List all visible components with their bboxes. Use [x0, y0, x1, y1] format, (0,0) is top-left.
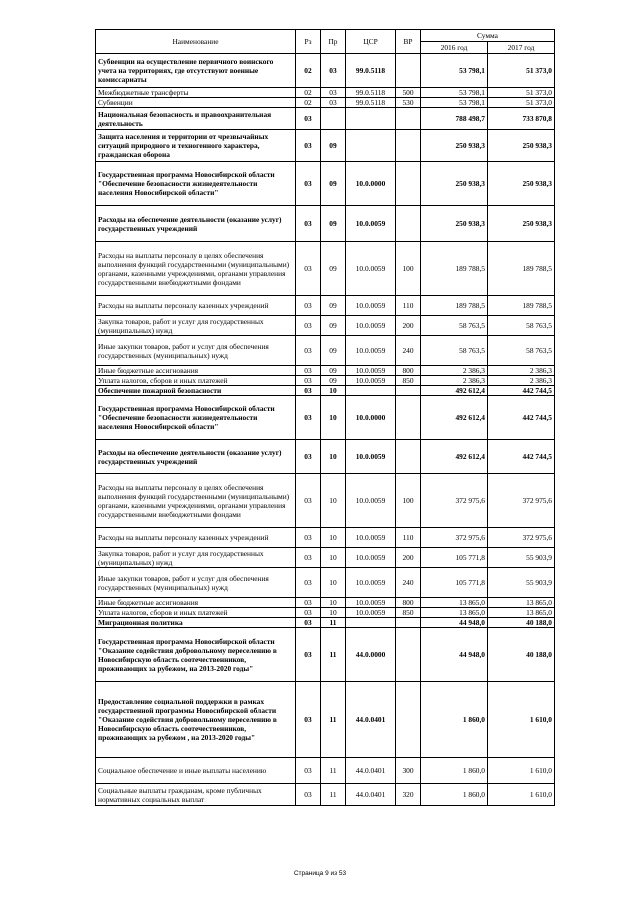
- row-rz: 03: [296, 206, 321, 242]
- budget-table: [95, 29, 555, 806]
- row-name: Расходы на выплаты персоналу в целях обеспечения выполнения функций государственными (муниципальными) органами, казенными учреждениями, органами управления государственными внебюджетными фондами: [96, 474, 296, 528]
- table-row: [96, 316, 555, 336]
- row-sum-2016: 58 763,5: [421, 316, 488, 336]
- header-csr: ЦСР: [346, 30, 396, 54]
- row-rz: 03: [296, 296, 321, 316]
- row-csr: 10.0.0059: [346, 336, 396, 366]
- table-row: [96, 54, 555, 88]
- header-rz: Рз: [296, 30, 321, 54]
- row-sum-2017: 51 373,0: [488, 88, 555, 98]
- table-row: [96, 242, 555, 296]
- row-sum-2017: 189 788,5: [488, 296, 555, 316]
- row-rz: 03: [296, 316, 321, 336]
- row-vr: 320: [396, 784, 421, 806]
- row-sum-2017: 2 386,3: [488, 366, 555, 376]
- row-pr: [321, 108, 346, 130]
- row-sum-2017: 189 788,5: [488, 242, 555, 296]
- row-csr: [346, 618, 396, 628]
- row-vr: 240: [396, 336, 421, 366]
- row-rz: 03: [296, 386, 321, 396]
- row-name: Национальная безопасность и правоохранительная деятельность: [96, 108, 296, 130]
- row-rz: 03: [296, 242, 321, 296]
- row-pr: 11: [321, 758, 346, 784]
- row-sum-2017: 55 903,9: [488, 568, 555, 598]
- row-vr: 110: [396, 528, 421, 548]
- row-pr: 03: [321, 54, 346, 88]
- row-csr: 44.0.0401: [346, 758, 396, 784]
- table-row: [96, 108, 555, 130]
- row-sum-2016: 44 948,0: [421, 618, 488, 628]
- row-sum-2016: 105 771,8: [421, 568, 488, 598]
- row-vr: 800: [396, 598, 421, 608]
- row-rz: 03: [296, 568, 321, 598]
- row-vr: 530: [396, 98, 421, 108]
- row-rz: 03: [296, 628, 321, 682]
- row-name: Расходы на выплаты персоналу казенных учреждений: [96, 528, 296, 548]
- row-pr: 03: [321, 88, 346, 98]
- row-rz: 03: [296, 474, 321, 528]
- row-vr: [396, 206, 421, 242]
- row-sum-2016: 2 386,3: [421, 366, 488, 376]
- row-csr: 10.0.0059: [346, 608, 396, 618]
- row-sum-2016: 105 771,8: [421, 548, 488, 568]
- table-row: [96, 758, 555, 784]
- row-pr: 11: [321, 618, 346, 628]
- row-csr: [346, 108, 396, 130]
- row-sum-2016: 492 612,4: [421, 396, 488, 440]
- row-vr: 200: [396, 548, 421, 568]
- row-csr: 10.0.0059: [346, 206, 396, 242]
- row-sum-2017: 40 188,0: [488, 628, 555, 682]
- row-sum-2016: 53 798,1: [421, 98, 488, 108]
- row-pr: 09: [321, 316, 346, 336]
- row-vr: [396, 440, 421, 474]
- row-rz: 03: [296, 682, 321, 758]
- row-name: Иные бюджетные ассигнования: [96, 366, 296, 376]
- row-pr: 10: [321, 396, 346, 440]
- table-row: [96, 618, 555, 628]
- row-name: Социальные выплаты гражданам, кроме публичных нормативных социальных выплат: [96, 784, 296, 806]
- row-name: Иные бюджетные ассигнования: [96, 598, 296, 608]
- row-vr: [396, 54, 421, 88]
- row-vr: 500: [396, 88, 421, 98]
- row-pr: 09: [321, 206, 346, 242]
- row-rz: 03: [296, 376, 321, 386]
- row-pr: 11: [321, 628, 346, 682]
- table-row: [96, 336, 555, 366]
- row-sum-2016: 58 763,5: [421, 336, 488, 366]
- row-name: Иные закупки товаров, работ и услуг для обеспечения государственных (муниципальных) нужд: [96, 568, 296, 598]
- header-name: Наименование: [96, 30, 296, 54]
- row-sum-2016: 372 975,6: [421, 474, 488, 528]
- row-rz: 02: [296, 98, 321, 108]
- table-row: [96, 784, 555, 806]
- row-name: Уплата налогов, сборов и иных платежей: [96, 608, 296, 618]
- row-sum-2016: 1 860,0: [421, 682, 488, 758]
- table-row: [96, 296, 555, 316]
- row-pr: 09: [321, 376, 346, 386]
- row-csr: 10.0.0000: [346, 162, 396, 206]
- row-csr: 44.0.0401: [346, 682, 396, 758]
- row-vr: 300: [396, 758, 421, 784]
- row-sum-2016: 250 938,3: [421, 130, 488, 162]
- row-vr: [396, 396, 421, 440]
- row-sum-2017: 250 938,3: [488, 162, 555, 206]
- row-sum-2016: 189 788,5: [421, 296, 488, 316]
- row-csr: 44.0.0401: [346, 784, 396, 806]
- row-rz: 03: [296, 618, 321, 628]
- row-pr: 10: [321, 528, 346, 548]
- row-rz: 03: [296, 396, 321, 440]
- row-csr: 10.0.0000: [346, 396, 396, 440]
- header-vr: ВР: [396, 30, 421, 54]
- row-name: Расходы на обеспечение деятельности (оказание услуг) государственных учреждений: [96, 440, 296, 474]
- table-row: [96, 474, 555, 528]
- row-vr: [396, 682, 421, 758]
- row-sum-2017: 442 744,5: [488, 440, 555, 474]
- row-pr: 09: [321, 130, 346, 162]
- row-sum-2017: 1 610,0: [488, 784, 555, 806]
- row-vr: 240: [396, 568, 421, 598]
- row-sum-2017: 58 763,5: [488, 316, 555, 336]
- row-pr: 10: [321, 548, 346, 568]
- row-pr: 09: [321, 296, 346, 316]
- row-sum-2017: 51 373,0: [488, 98, 555, 108]
- row-csr: 10.0.0059: [346, 528, 396, 548]
- row-sum-2016: 189 788,5: [421, 242, 488, 296]
- row-rz: 02: [296, 88, 321, 98]
- row-sum-2016: 2 386,3: [421, 376, 488, 386]
- row-vr: 850: [396, 376, 421, 386]
- row-name: Уплата налогов, сборов и иных платежей: [96, 376, 296, 386]
- row-rz: 03: [296, 108, 321, 130]
- table-row: [96, 206, 555, 242]
- row-pr: 11: [321, 682, 346, 758]
- row-rz: 03: [296, 528, 321, 548]
- row-sum-2016: 44 948,0: [421, 628, 488, 682]
- row-name: Защита населения и территории от чрезвычайных ситуаций природного и техногенного характера, гражданская оборона: [96, 130, 296, 162]
- row-rz: 03: [296, 336, 321, 366]
- row-vr: [396, 618, 421, 628]
- row-vr: [396, 386, 421, 396]
- header-pr: Пр: [321, 30, 346, 54]
- row-name: Расходы на выплаты персоналу казенных учреждений: [96, 296, 296, 316]
- row-name: Закупка товаров, работ и услуг для государственных (муниципальных) нужд: [96, 548, 296, 568]
- row-pr: 09: [321, 336, 346, 366]
- row-sum-2017: 442 744,5: [488, 386, 555, 396]
- table-row: [96, 366, 555, 376]
- row-sum-2016: 492 612,4: [421, 440, 488, 474]
- row-csr: 99.0.5118: [346, 98, 396, 108]
- row-sum-2016: 788 498,7: [421, 108, 488, 130]
- table-row: [96, 568, 555, 598]
- row-vr: [396, 628, 421, 682]
- row-pr: 03: [321, 98, 346, 108]
- row-rz: 03: [296, 162, 321, 206]
- row-sum-2016: 53 798,1: [421, 54, 488, 88]
- row-sum-2017: 372 975,6: [488, 474, 555, 528]
- row-name: Расходы на обеспечение деятельности (оказание услуг) государственных учреждений: [96, 206, 296, 242]
- row-pr: 09: [321, 242, 346, 296]
- table-row: [96, 548, 555, 568]
- row-vr: 110: [396, 296, 421, 316]
- table-row: [96, 528, 555, 548]
- row-sum-2017: 58 763,5: [488, 336, 555, 366]
- table-row: [96, 386, 555, 396]
- row-sum-2016: 53 798,1: [421, 88, 488, 98]
- row-sum-2016: 250 938,3: [421, 206, 488, 242]
- row-name: Социальное обеспечение и иные выплаты населению: [96, 758, 296, 784]
- row-vr: 100: [396, 242, 421, 296]
- row-rz: 02: [296, 54, 321, 88]
- row-csr: 99.0.5118: [346, 88, 396, 98]
- row-csr: 44.0.0000: [346, 628, 396, 682]
- row-pr: 10: [321, 386, 346, 396]
- row-sum-2017: 13 865,0: [488, 608, 555, 618]
- table-row: [96, 396, 555, 440]
- row-pr: 10: [321, 568, 346, 598]
- header-year-2017: 2017 год: [488, 42, 555, 54]
- row-sum-2017: 13 865,0: [488, 598, 555, 608]
- row-name: Субвенции на осуществление первичного воинского учета на территориях, где отсутствуют военные комиссариаты: [96, 54, 296, 88]
- row-csr: 99.0.5118: [346, 54, 396, 88]
- row-rz: 03: [296, 366, 321, 376]
- row-sum-2016: 1 860,0: [421, 784, 488, 806]
- row-rz: 03: [296, 784, 321, 806]
- row-rz: 03: [296, 608, 321, 618]
- row-name: Государственная программа Новосибирской области "Оказание содействия добровольному переселению в Новосибирскую область соотечественников, проживающих за рубежом, на 2013-2020 годы": [96, 628, 296, 682]
- row-rz: 03: [296, 598, 321, 608]
- header-year-2016: 2016 год: [421, 42, 488, 54]
- row-sum-2016: 13 865,0: [421, 598, 488, 608]
- row-sum-2017: 51 373,0: [488, 54, 555, 88]
- row-sum-2017: 250 938,3: [488, 206, 555, 242]
- row-csr: 10.0.0059: [346, 242, 396, 296]
- row-sum-2017: 442 744,5: [488, 396, 555, 440]
- row-sum-2017: 2 386,3: [488, 376, 555, 386]
- row-csr: 10.0.0059: [346, 316, 396, 336]
- row-name: Миграционная политика: [96, 618, 296, 628]
- row-pr: 11: [321, 784, 346, 806]
- row-rz: 03: [296, 130, 321, 162]
- row-pr: 09: [321, 162, 346, 206]
- row-sum-2016: 250 938,3: [421, 162, 488, 206]
- row-name: Межбюджетные трансферты: [96, 88, 296, 98]
- row-csr: 10.0.0059: [346, 548, 396, 568]
- table-row: [96, 682, 555, 758]
- header-sum: Сумма: [421, 30, 555, 42]
- table-row: [96, 598, 555, 608]
- row-sum-2017: 1 610,0: [488, 682, 555, 758]
- row-csr: 10.0.0059: [346, 376, 396, 386]
- row-name: Расходы на выплаты персоналу в целях обеспечения выполнения функций государственными (муниципальными) органами, казенными учреждениями, органами управления государственными внебюджетными фондами: [96, 242, 296, 296]
- row-pr: 09: [321, 366, 346, 376]
- row-name: Государственная программа Новосибирской области "Обеспечение безопасности жизнедеятельности населения Новосибирской области": [96, 162, 296, 206]
- row-pr: 10: [321, 440, 346, 474]
- row-vr: [396, 130, 421, 162]
- row-name: Закупка товаров, работ и услуг для государственных (муниципальных) нужд: [96, 316, 296, 336]
- table-row: [96, 376, 555, 386]
- row-sum-2016: 1 860,0: [421, 758, 488, 784]
- table-row: [96, 628, 555, 682]
- row-sum-2017: 733 870,8: [488, 108, 555, 130]
- row-rz: 03: [296, 758, 321, 784]
- row-rz: 03: [296, 440, 321, 474]
- row-csr: 10.0.0059: [346, 296, 396, 316]
- row-vr: 850: [396, 608, 421, 618]
- table-row: [96, 130, 555, 162]
- table-row: [96, 162, 555, 206]
- row-sum-2016: 13 865,0: [421, 608, 488, 618]
- row-csr: 10.0.0059: [346, 440, 396, 474]
- row-csr: 10.0.0059: [346, 568, 396, 598]
- row-vr: [396, 108, 421, 130]
- row-pr: 10: [321, 608, 346, 618]
- row-vr: 800: [396, 366, 421, 376]
- page-number: Страница 9 из 53: [293, 870, 347, 877]
- row-name: Иные закупки товаров, работ и услуг для обеспечения государственных (муниципальных) нужд: [96, 336, 296, 366]
- row-csr: [346, 386, 396, 396]
- row-csr: 10.0.0059: [346, 366, 396, 376]
- table-row: [96, 88, 555, 98]
- row-name: Обеспечение пожарной безопасности: [96, 386, 296, 396]
- row-csr: 10.0.0059: [346, 598, 396, 608]
- table-row: [96, 98, 555, 108]
- row-sum-2016: 492 612,4: [421, 386, 488, 396]
- row-rz: 03: [296, 548, 321, 568]
- table-row: [96, 440, 555, 474]
- table-body: [96, 54, 555, 806]
- row-vr: 200: [396, 316, 421, 336]
- table-row: [96, 608, 555, 618]
- row-pr: 10: [321, 474, 346, 528]
- row-pr: 10: [321, 598, 346, 608]
- row-vr: [396, 162, 421, 206]
- row-sum-2017: 40 188,0: [488, 618, 555, 628]
- row-name: Государственная программа Новосибирской области "Обеспечение безопасности жизнедеятельности населения Новосибирской области": [96, 396, 296, 440]
- row-sum-2017: 250 938,3: [488, 130, 555, 162]
- row-csr: [346, 130, 396, 162]
- row-sum-2017: 55 903,9: [488, 548, 555, 568]
- row-name: Субвенции: [96, 98, 296, 108]
- row-sum-2016: 372 975,6: [421, 528, 488, 548]
- row-sum-2017: 372 975,6: [488, 528, 555, 548]
- row-name: Предоставление социальной поддержки в рамках государственной программы Новосибирской области "Оказание содействия добровольному переселению в Новосибирскую область соотечественников, проживающих за рубежом , на 2013-2020 годы": [96, 682, 296, 758]
- row-vr: 100: [396, 474, 421, 528]
- row-csr: 10.0.0059: [346, 474, 396, 528]
- row-sum-2017: 1 610,0: [488, 758, 555, 784]
